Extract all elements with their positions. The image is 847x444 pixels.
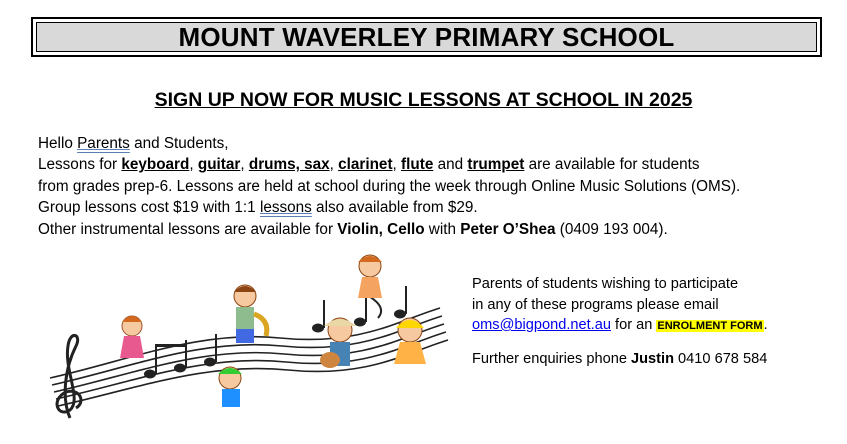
contact-name: Justin bbox=[631, 350, 674, 367]
other-lessons-line bbox=[38, 219, 838, 240]
child-boy-bottom-icon bbox=[218, 367, 242, 407]
instrument-keyboard: keyboard bbox=[121, 156, 190, 174]
teacher-name: Peter O’Shea bbox=[460, 220, 556, 238]
greeting-parents: Parents bbox=[77, 135, 130, 152]
contact-line-1: Parents of students wishing to participate bbox=[472, 276, 739, 292]
period: . bbox=[763, 317, 768, 333]
cost-lessons-word: lessons bbox=[259, 199, 312, 217]
school-title: MOUNT WAVERLEY PRIMARY SCHOOL bbox=[178, 21, 675, 52]
cost-suffix: also available from $29. bbox=[311, 199, 478, 217]
child-girl-top-icon bbox=[358, 255, 382, 298]
instrument-trumpet: trumpet bbox=[467, 156, 525, 174]
title-banner bbox=[31, 17, 822, 57]
contact-info bbox=[472, 274, 842, 369]
instrument-flute: flute bbox=[401, 156, 434, 174]
enquiries-prefix: Further enquiries phone bbox=[472, 350, 632, 367]
greeting-hello: Hello bbox=[38, 135, 78, 152]
greeting-rest: and Students, bbox=[129, 135, 229, 152]
email-link[interactable]: oms@bigpond.net.au bbox=[472, 317, 611, 333]
cost-line bbox=[38, 197, 838, 218]
other-prefix: Other instrumental lessons are available for bbox=[38, 220, 338, 238]
sep: , bbox=[329, 156, 339, 174]
spacer bbox=[472, 337, 842, 349]
enquiries-line bbox=[472, 349, 842, 370]
lessons-line bbox=[38, 154, 838, 175]
cost-prefix: Group lessons cost $19 with 1:1 bbox=[38, 199, 260, 217]
enrolment-form-highlight: ENROLMENT FORM bbox=[657, 320, 763, 332]
page-subtitle: SIGN UP NOW FOR MUSIC LESSONS AT SCHOOL IN 2025 bbox=[154, 89, 693, 111]
child-girl-left-icon bbox=[120, 316, 144, 358]
contact-phone: 0410 678 584 bbox=[674, 350, 768, 367]
grades-line: from grades prep-6. Lessons are held at school during the week through Online Music Solutions (OMS). bbox=[38, 177, 741, 195]
lessons-prefix: Lessons for bbox=[38, 156, 122, 174]
lessons-suffix: are available for students bbox=[524, 156, 700, 174]
greeting-line bbox=[38, 133, 838, 154]
title-banner-inner bbox=[36, 22, 817, 52]
for-an-text: for an bbox=[610, 317, 657, 333]
child-boy-saxophone-icon bbox=[234, 285, 267, 343]
sep: , bbox=[240, 156, 249, 174]
instrument-clarinet: clarinet bbox=[338, 156, 393, 174]
instrument-drums-sax: drums, sax bbox=[248, 156, 330, 174]
intro-paragraph bbox=[38, 133, 838, 240]
sep: , bbox=[189, 156, 198, 174]
instrument-guitar: guitar bbox=[197, 156, 241, 174]
teacher-phone: (0409 193 004). bbox=[555, 220, 668, 238]
contact-line-3 bbox=[472, 315, 842, 337]
children-music-staff-illustration bbox=[40, 250, 460, 420]
sep: and bbox=[433, 156, 468, 174]
contact-line-2: in any of these programs please email bbox=[472, 296, 719, 313]
sep: , bbox=[392, 156, 402, 174]
other-instruments: Violin, Cello bbox=[337, 220, 425, 238]
other-with: with bbox=[424, 220, 461, 238]
